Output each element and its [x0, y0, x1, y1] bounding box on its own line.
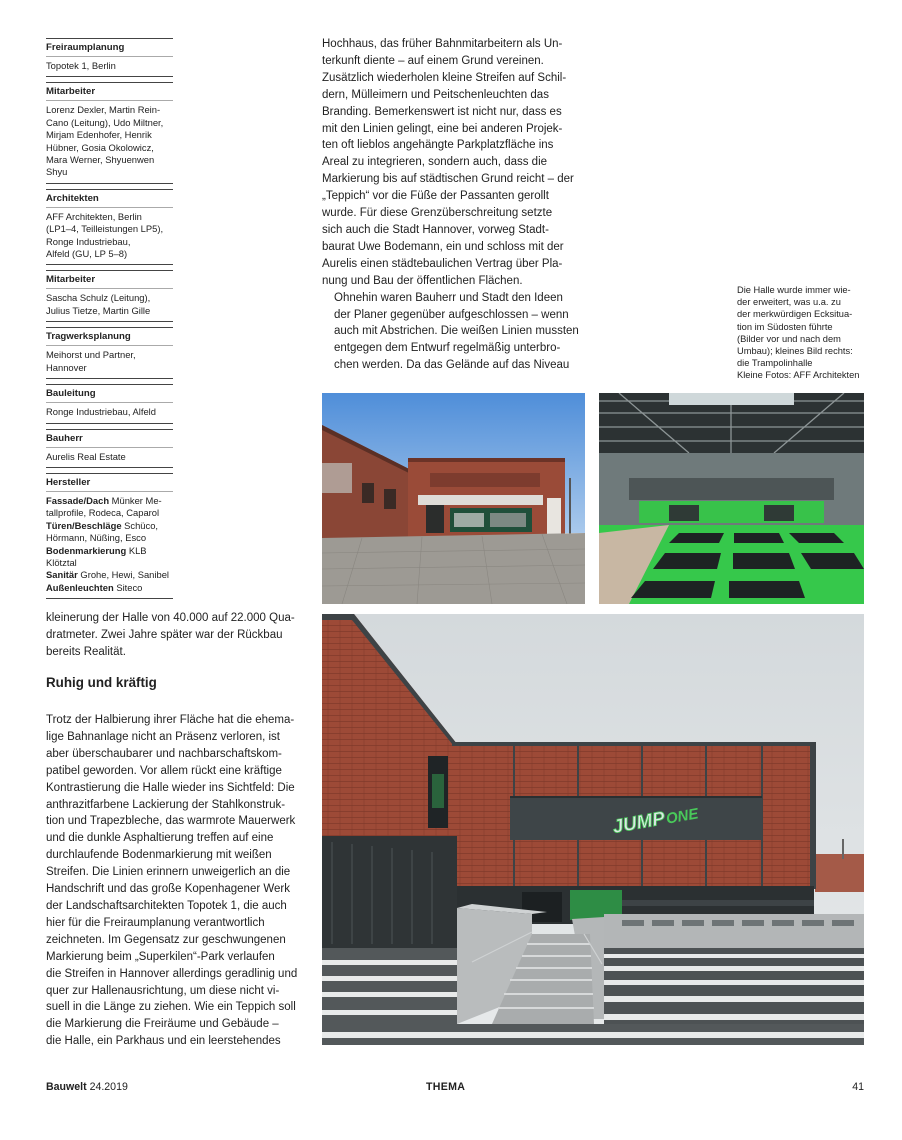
credit-content	[46, 57, 173, 77]
text-line: kleinerung der Halle von 40.000 auf 22.000 Qua-	[46, 612, 295, 624]
credit-line: Julius Tietze, Martin Gille	[46, 304, 151, 316]
text-line: Handschrift und das große Kopenhagener Werk	[46, 883, 290, 896]
one-sign-text: ONE	[664, 805, 700, 828]
paragraph	[322, 36, 584, 290]
credit-content	[46, 448, 173, 468]
caption-line: Umbau); kleines Bild rechts:	[737, 346, 853, 357]
text-line: sich auch die Stadt Hannover, vorweg Stadt-	[322, 223, 549, 236]
credit-block	[46, 327, 173, 379]
text-line: tion und Trapezbleche, das warmrote Mauerwerk	[46, 815, 296, 828]
photo-hall-before-renovation	[322, 393, 585, 604]
text-line: bereits Realität.	[46, 645, 126, 658]
credit-line: Aurelis Real Estate	[46, 450, 126, 462]
text-line: der Planer gegenüber aufgeschlossen – wenn	[334, 308, 569, 321]
manufacturer-category: Türen/Beschläge	[46, 519, 122, 531]
manufacturer-line: tallprofile, Rodeca, Caparol	[46, 507, 160, 519]
credit-title: Architekten	[46, 192, 173, 208]
credit-line: Hannover	[46, 361, 87, 373]
credit-title: Bauleitung	[46, 387, 173, 403]
text-line: Markierung beim „Superkilen“-Park verlaufen	[46, 950, 275, 963]
text-line: lige Bahnanlage nicht an Präsenz verloren, ist	[46, 730, 280, 743]
text-line: Hochhaus, das früher Bahnmitarbeitern als Un-	[322, 38, 563, 50]
manufacturer-names: Grohe, Hewi, Sanibel	[77, 569, 169, 581]
caption-line: Kleine Fotos: AFF Architekten	[737, 370, 860, 381]
jump-sign-text: JUMP	[610, 808, 667, 839]
issue-number: 24.2019	[86, 1081, 128, 1093]
credit-line: Shyu	[46, 166, 68, 178]
manufacturer-line: Hörmann, Nüßing, Esco	[46, 532, 147, 544]
credit-line: AFF Architekten, Berlin	[46, 210, 142, 222]
manufacturer-line	[46, 569, 173, 581]
credit-content	[46, 208, 173, 266]
text-line: nung und Bau der öffentlichen Flächen.	[322, 274, 523, 287]
paragraph	[322, 290, 584, 375]
credit-block	[46, 270, 173, 322]
manufacturer-list	[46, 492, 173, 599]
credit-content	[46, 101, 173, 183]
project-credits	[46, 38, 173, 604]
text-line: Ohnehin waren Bauherr und Stadt den Ideen	[334, 291, 563, 304]
footer-section: THEMA	[426, 1081, 466, 1093]
manufacturer-line	[46, 495, 173, 507]
photo-trampoline-hall	[599, 393, 864, 604]
photo-hall-after-renovation	[322, 614, 864, 1045]
manufacturer-names: Münker Me-	[109, 494, 162, 506]
text-line: Aurelis einen städtebaulichen Vertrag über Pla-	[322, 257, 563, 270]
credit-content	[46, 346, 173, 379]
caption-line: Die Halle wurde immer wie-	[737, 285, 851, 295]
credit-line: Topotek 1, Berlin	[46, 60, 116, 71]
credit-content	[46, 289, 173, 322]
text-line: Streifen. Die Linien erinnern unweigerlich an die	[46, 866, 291, 879]
text-line: patibel geworden. Vor allem rückt eine kräftige	[46, 764, 282, 777]
text-line: terkunft diente – auf einem Grund vereinen.	[322, 54, 544, 67]
credit-line: Meihorst und Partner,	[46, 349, 136, 361]
text-line: quer zur Hallenausrichtung, um diese nicht vi-	[46, 984, 280, 997]
text-line: Branding. Bemerkenswert ist nicht nur, dass es	[322, 105, 562, 118]
manufacturer-names: Schüco,	[121, 519, 159, 531]
manufacturer-category: Fassade/Dach	[46, 494, 110, 506]
credit-content	[46, 403, 173, 423]
manufacturer-line: Klötztal	[46, 556, 77, 568]
text-line: chen werden. Da das Gelände auf das Niveau	[334, 359, 570, 372]
body-text-left-column-top	[46, 610, 312, 661]
text-line: hier für die Freiraumplanung verantwortlich	[46, 916, 265, 929]
credit-line: Hübner, Gosia Okolowicz,	[46, 141, 154, 153]
text-line: dratmeter. Zwei Jahre später war der Rückbau	[46, 628, 283, 641]
body-text-left-column	[46, 712, 312, 1050]
text-line: baurat Uwe Bodemann, ein und schloss mit der	[322, 240, 564, 253]
credit-line: Lorenz Dexler, Martin Rein-	[46, 104, 161, 116]
text-line: Areal zu integrieren, sondern auch, dass die	[322, 156, 548, 169]
caption-line: tion im Südosten führte	[737, 321, 833, 332]
text-line: Trotz der Halbierung ihrer Fläche hat die ehema-	[46, 714, 295, 726]
credit-title: Mitarbeiter	[46, 273, 173, 289]
manufacturer-names: Siteco	[113, 581, 143, 593]
credit-block	[46, 189, 173, 266]
credit-block	[46, 429, 173, 468]
page-number: 41	[852, 1081, 864, 1093]
text-line: Zusätzlich wiederholen kleine Streifen auf Schil-	[322, 71, 567, 84]
credit-title: Mitarbeiter	[46, 85, 173, 101]
credit-block	[46, 38, 173, 77]
caption-line: der merkwürdigen Ecksitua-	[737, 309, 853, 320]
text-line: die Streifen in Hannover allerdings geradlinig und	[46, 967, 298, 980]
paragraph	[46, 610, 312, 661]
credit-line: Mara Werner, Shyuenwen	[46, 154, 155, 166]
credit-title: Freiraumplanung	[46, 41, 173, 57]
credit-line: Ronge Industriebau,	[46, 235, 131, 247]
credit-block	[46, 82, 173, 183]
text-line: Kontrastierung die Halle wieder ins Sichtfeld: Die	[46, 781, 295, 794]
text-line: zeichneten. Im Gegensatz zur geschwungenen	[46, 933, 286, 946]
magazine-name: Bauwelt	[46, 1081, 87, 1093]
text-line: Markierung bis auf städtischen Grund reicht – der	[322, 173, 574, 186]
credit-line: (LP1–4, Teilleistungen LP5),	[46, 223, 164, 235]
credit-title: Tragwerksplanung	[46, 330, 173, 346]
text-line: mit den Linien gelingt, eine bei anderen Projek-	[322, 122, 563, 135]
manufacturer-category: Bodenmarkierung	[46, 544, 127, 556]
text-line: „Teppich“ vor die Füße der Passanten gerollt	[322, 190, 549, 203]
credit-line: Cano (Leitung), Udo Miltner,	[46, 116, 164, 128]
body-text-right-column	[322, 36, 584, 374]
credit-line: Ronge Industriebau, Alfeld	[46, 406, 156, 418]
credit-title: Hersteller	[46, 476, 173, 492]
text-line: ten oft lieblos angehängte Parkplatzfläche ins	[322, 139, 554, 152]
text-line: entgegen dem Entwurf regelmäßig unterbro-	[334, 342, 561, 355]
text-line: dern, Mülleimern und Peitschenleuchten das	[322, 88, 549, 101]
caption-line: der erweitert, was u.a. zu	[737, 297, 841, 308]
text-line: die Halle, ein Parkhaus und ein leerstehendes	[46, 1035, 281, 1048]
text-line: der Landschaftsarchitekten Topotek 1, die auch	[46, 899, 287, 912]
text-line: anthrazitfarbene Lackierung der Stahlkonstruk-	[46, 798, 286, 811]
text-line: durchlaufende Bodenmarkierung mit weißen	[46, 849, 272, 862]
text-line: wurde. Für diese Grenzüberschreitung setzte	[322, 207, 553, 220]
credit-line: Alfeld (GU, LP 5–8)	[46, 248, 128, 260]
credit-line: Mirjam Edenhofer, Henrik	[46, 129, 152, 141]
text-line: suell in die Länge zu ziehen. Wie ein Teppich soll	[46, 1001, 296, 1014]
manufacturer-category: Außenleuchten	[46, 581, 114, 593]
text-line: auch mit Abstrichen. Die weißen Linien mussten	[334, 325, 579, 338]
caption-line: (Bilder vor und nach dem	[737, 333, 841, 344]
text-line: die Markierung die Freiräume und Gebäude –	[46, 1018, 279, 1031]
footer-issue	[46, 1081, 128, 1093]
paragraph	[46, 712, 312, 1050]
text-line: und die dunkle Asphaltierung treffen auf eine	[46, 832, 274, 845]
caption-line: die Trampolinhalle	[737, 358, 813, 369]
credit-block-manufacturers	[46, 473, 173, 599]
manufacturer-line	[46, 545, 173, 557]
manufacturer-names: KLB	[126, 544, 147, 556]
text-line: aber überschaubarer und nachbarschaftskom-	[46, 747, 282, 760]
manufacturer-line	[46, 582, 173, 594]
credit-block	[46, 384, 173, 423]
manufacturer-line	[46, 520, 173, 532]
credit-line: Sascha Schulz (Leitung),	[46, 292, 151, 304]
manufacturer-category: Sanitär	[46, 569, 78, 581]
photo-caption	[737, 284, 865, 382]
credit-title: Bauherr	[46, 432, 173, 448]
section-subheading: Ruhig und kräftig	[46, 675, 157, 690]
